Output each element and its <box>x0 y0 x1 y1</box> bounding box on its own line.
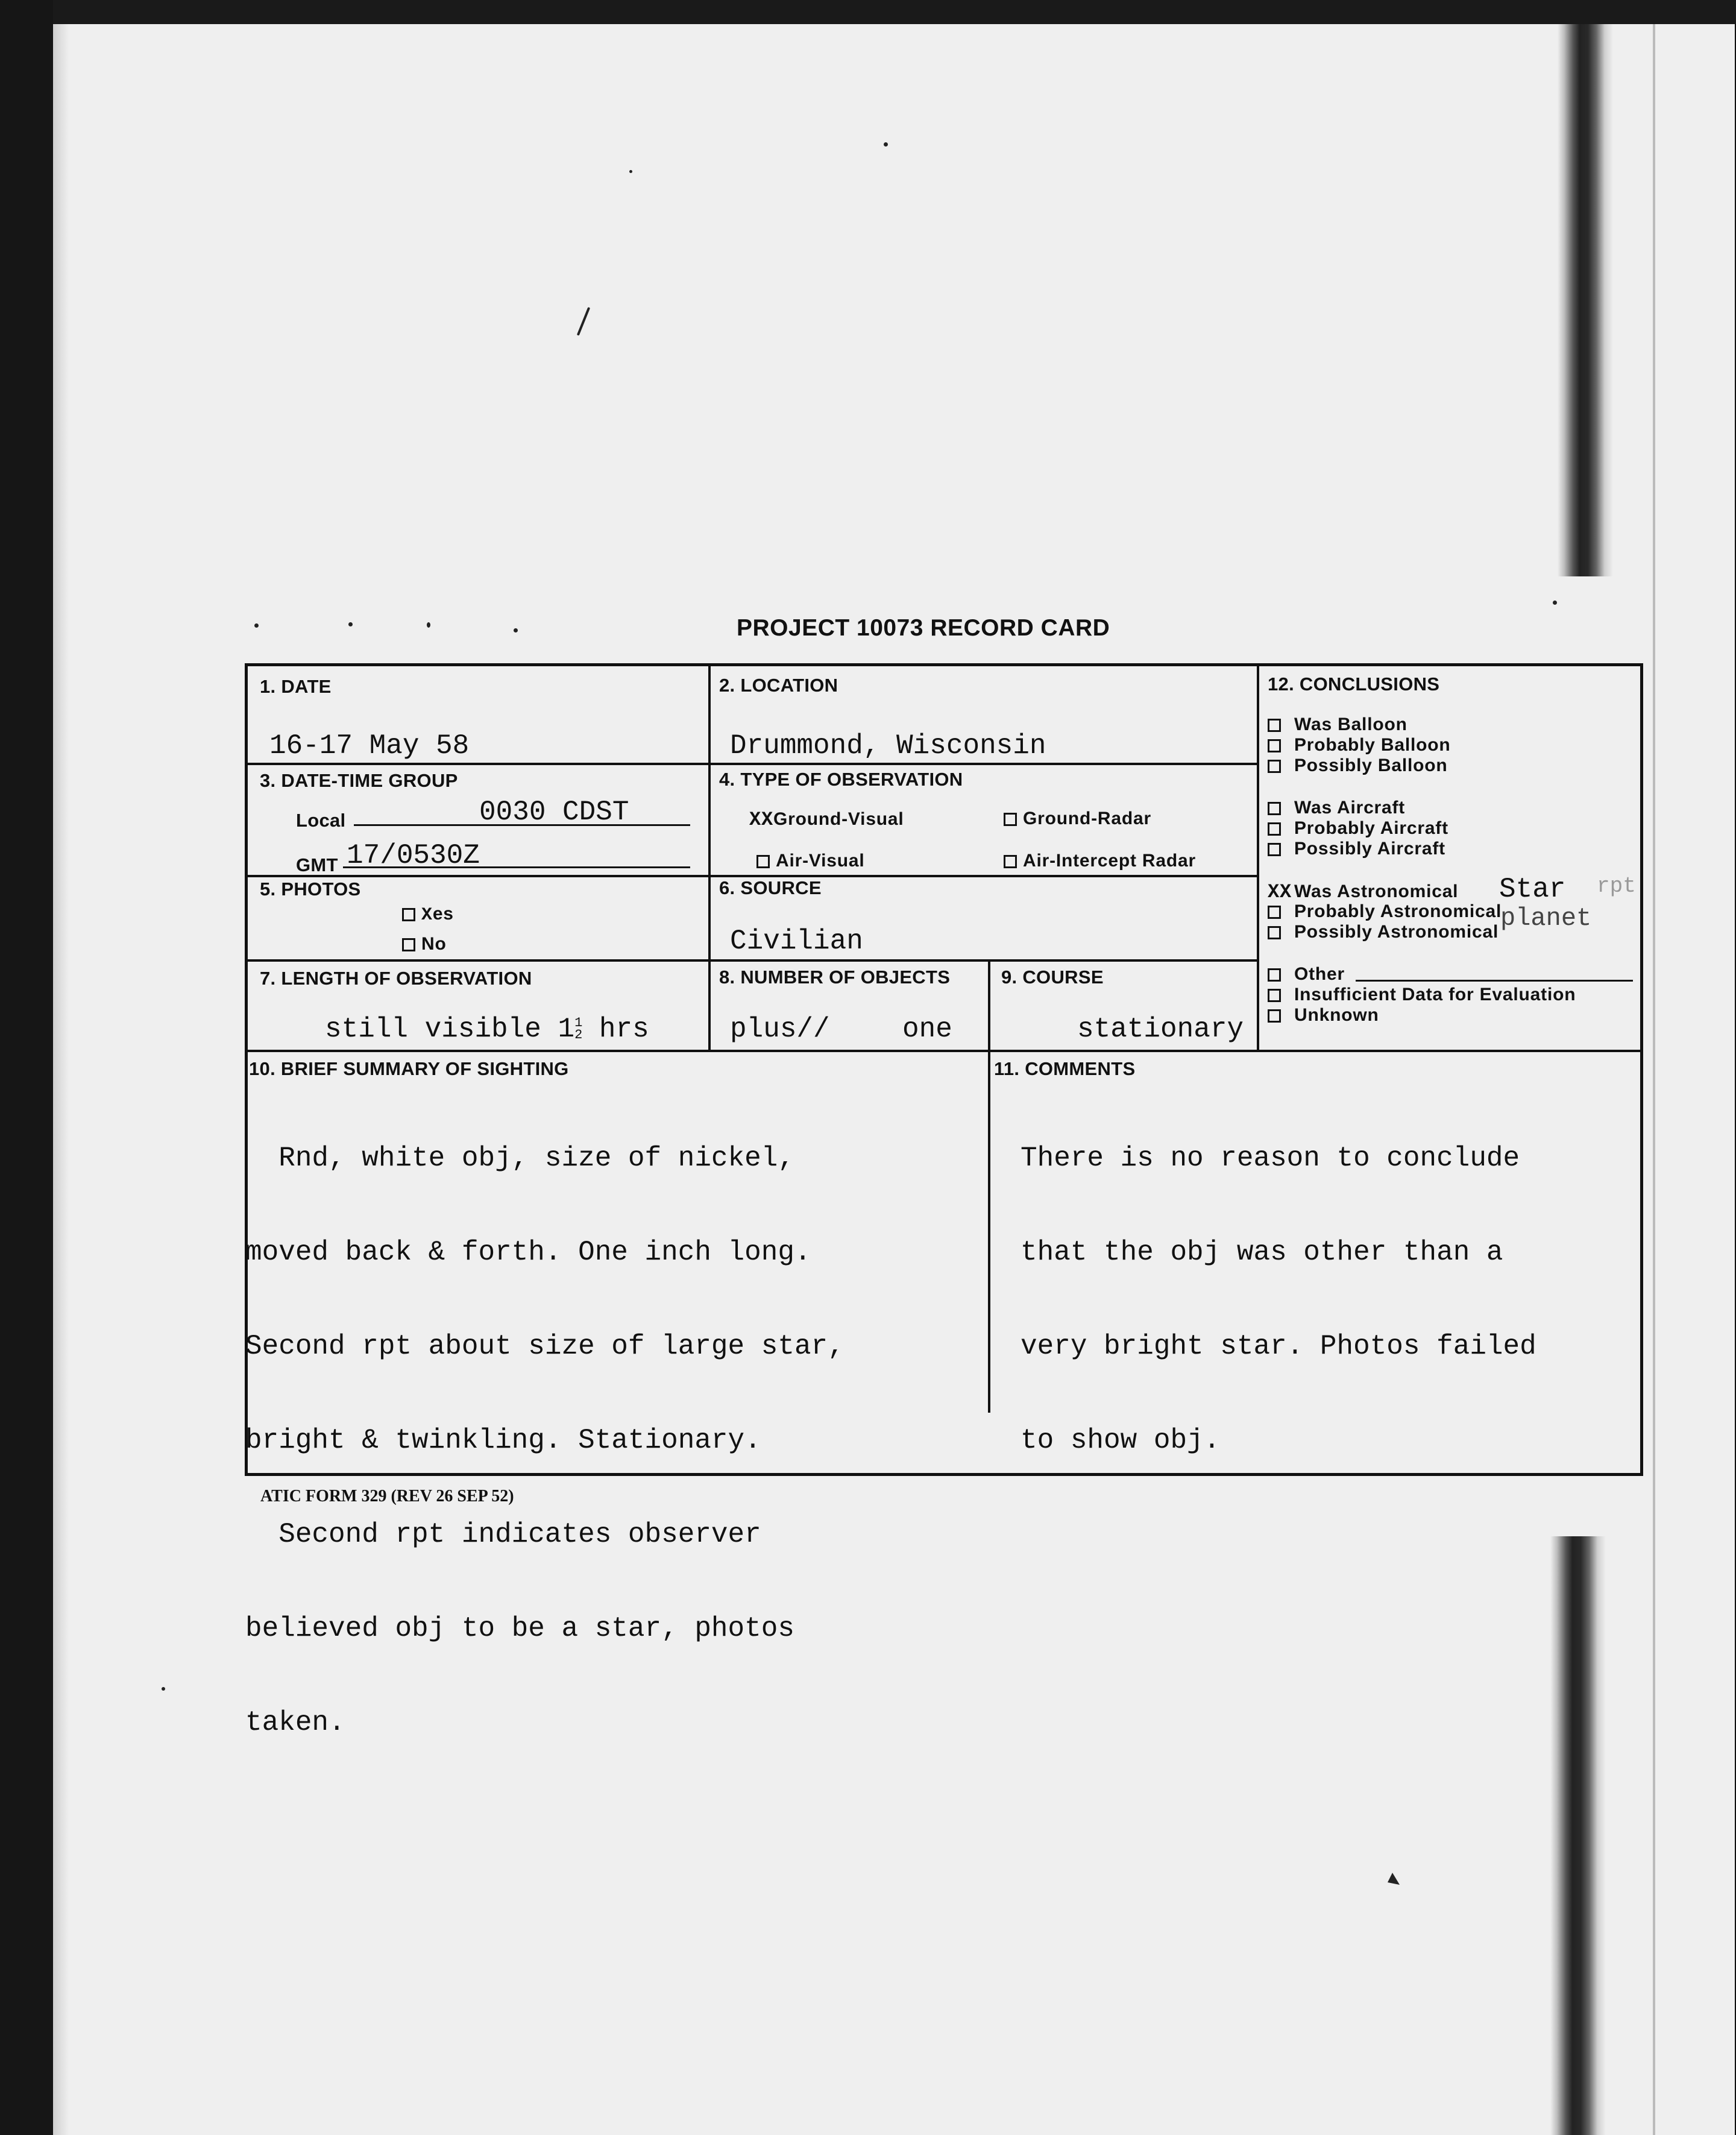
unknown-label: Unknown <box>1294 1005 1379 1025</box>
comments-line: very bright star. Photos failed <box>1021 1331 1536 1362</box>
number-of-objects-value-left: plus// <box>730 1014 830 1045</box>
air-visual-option <box>756 851 865 871</box>
col-divider <box>708 666 711 1050</box>
dust-speck <box>254 623 259 628</box>
gmt-value: 17/0530Z <box>347 840 480 871</box>
probably-astronomical-label: Probably Astronomical <box>1294 901 1502 921</box>
number-of-objects-value-right: one <box>902 1014 952 1045</box>
photos-no-checkbox <box>402 938 415 951</box>
air-visual-label: Air-Visual <box>776 851 865 871</box>
probably-balloon-checkbox <box>1268 739 1281 752</box>
probably-aircraft-label: Probably Aircraft <box>1294 818 1448 838</box>
was-balloon-checkbox <box>1268 719 1281 732</box>
was-aircraft-label: Was Aircraft <box>1294 798 1406 818</box>
dust-speck <box>514 628 518 632</box>
row-divider <box>248 763 1257 765</box>
length-of-observation-label: 7. LENGTH OF OBSERVATION <box>260 968 532 989</box>
photos-yes-checkmark: X <box>421 905 433 926</box>
air-intercept-radar-option <box>1004 851 1196 871</box>
summary-line: moved back & forth. One inch long. <box>245 1237 811 1268</box>
col-divider <box>988 959 990 1413</box>
probably-aircraft-checkbox <box>1268 822 1281 836</box>
conclusion-probably-aircraft <box>1268 818 1448 839</box>
conclusion-was-astronomical <box>1268 881 1458 903</box>
air-intercept-radar-checkbox <box>1004 855 1017 868</box>
possibly-aircraft-checkbox <box>1268 843 1281 856</box>
conclusions-label: 12. CONCLUSIONS <box>1268 673 1440 695</box>
other-label: Other <box>1294 964 1345 984</box>
photos-label: 5. PHOTOS <box>260 878 361 900</box>
possibly-astronomical-label: Possibly Astronomical <box>1294 922 1499 942</box>
possibly-aircraft-label: Possibly Aircraft <box>1294 839 1445 859</box>
ground-visual-option <box>749 809 904 831</box>
length-of-observation-value <box>325 1014 649 1045</box>
dust-speck <box>629 170 632 173</box>
dust-speck <box>162 1687 165 1691</box>
unknown-checkbox <box>1268 1009 1281 1023</box>
conclusion-possibly-balloon <box>1268 755 1448 776</box>
length-value-unit: hrs <box>582 1014 649 1045</box>
probably-astronomical-checkbox <box>1268 906 1281 919</box>
summary-line: taken. <box>245 1707 345 1738</box>
air-intercept-radar-label: Air-Intercept Radar <box>1023 851 1196 871</box>
fraction-numerator: 1 <box>574 1015 583 1030</box>
conclusion-possibly-astronomical <box>1268 922 1499 942</box>
summary-line: Second rpt indicates observer <box>245 1519 761 1550</box>
ground-visual-label: Ground-Visual <box>773 809 904 829</box>
conclusion-unknown <box>1268 1005 1379 1026</box>
conclusion-probably-astronomical <box>1268 901 1502 922</box>
card-title: PROJECT 10073 RECORD CARD <box>737 615 1110 641</box>
date-label: 1. DATE <box>260 676 332 697</box>
photos-yes-option <box>402 904 454 926</box>
conclusion-probably-balloon <box>1268 735 1451 755</box>
film-edge-lower <box>1550 1536 1606 2135</box>
probably-balloon-label: Probably Balloon <box>1294 735 1451 755</box>
photos-yes-label: es <box>432 904 454 924</box>
was-aircraft-checkbox <box>1268 802 1281 815</box>
comments-line: that the obj was other than a <box>1021 1237 1503 1268</box>
page-edge-shadow <box>53 24 69 2135</box>
possibly-balloon-checkbox <box>1268 760 1281 773</box>
length-fraction <box>574 1017 582 1041</box>
ground-radar-option <box>1004 809 1151 829</box>
comments-line: There is no reason to conclude <box>1021 1143 1520 1174</box>
astronomical-annotation-rpt: rpt <box>1597 874 1636 898</box>
conclusion-other <box>1268 964 1345 985</box>
comments-line: to show obj. <box>1021 1425 1221 1456</box>
course-value: stationary <box>1077 1014 1244 1045</box>
number-of-objects-label: 8. NUMBER OF OBJECTS <box>719 967 951 988</box>
comments-text <box>1021 1080 1536 1519</box>
conclusion-was-aircraft <box>1268 798 1405 818</box>
course-label: 9. COURSE <box>1001 967 1104 988</box>
location-value: Drummond, Wisconsin <box>730 730 1046 762</box>
dust-speck <box>427 622 430 628</box>
insufficient-data-checkbox <box>1268 989 1281 1002</box>
location-label: 2. LOCATION <box>719 675 838 696</box>
was-astronomical-checkmark: XX <box>1268 881 1292 903</box>
was-balloon-label: Was Balloon <box>1294 714 1407 734</box>
conclusion-possibly-aircraft <box>1268 839 1445 859</box>
dust-speck <box>348 622 353 626</box>
summary-line: Second rpt about size of large star, <box>245 1331 844 1362</box>
fraction-denominator: 2 <box>574 1027 583 1042</box>
astronomical-annotation-planet: planet <box>1500 904 1592 933</box>
source-value: Civilian <box>730 926 863 957</box>
conclusion-insufficient-data <box>1268 985 1576 1005</box>
summary-line: bright & twinkling. Stationary. <box>245 1425 761 1456</box>
possibly-balloon-label: Possibly Balloon <box>1294 755 1448 775</box>
date-time-group-label: 3. DATE-TIME GROUP <box>260 770 458 791</box>
gmt-label: GMT <box>296 854 338 875</box>
scan-left-border <box>0 0 53 2135</box>
other-underline <box>1356 980 1633 982</box>
other-checkbox <box>1268 968 1281 982</box>
source-label: 6. SOURCE <box>719 877 822 898</box>
form-identifier: ATIC FORM 329 (REV 26 SEP 52) <box>260 1487 514 1506</box>
photos-yes-checkbox <box>402 908 415 921</box>
dust-speck <box>1553 601 1557 605</box>
row-divider <box>248 1050 1640 1052</box>
date-value: 16-17 May 58 <box>269 730 470 762</box>
type-of-observation-label: 4. TYPE OF OBSERVATION <box>719 769 963 790</box>
film-edge-upper <box>1558 24 1613 576</box>
insufficient-data-label: Insufficient Data for Evaluation <box>1294 985 1576 1004</box>
air-visual-checkbox <box>756 855 770 868</box>
conclusion-was-balloon <box>1268 714 1407 735</box>
dust-speck <box>884 142 888 147</box>
summary-label: 10. BRIEF SUMMARY OF SIGHTING <box>249 1058 569 1079</box>
page-edge-line <box>1653 24 1655 2135</box>
photos-no-label: No <box>421 934 447 954</box>
length-value-text: still visible 1 <box>325 1014 575 1045</box>
row-divider <box>248 959 1257 962</box>
local-time-value: 0030 CDST <box>479 796 629 828</box>
photos-no-option <box>402 934 447 954</box>
astronomical-annotation-star: Star <box>1499 874 1566 905</box>
summary-line: Rnd, white obj, size of nickel, <box>245 1143 794 1174</box>
summary-line: believed obj to be a star, photos <box>245 1613 794 1644</box>
ground-radar-checkbox <box>1004 813 1017 826</box>
summary-text <box>245 1080 844 1801</box>
was-astronomical-label: Was Astronomical <box>1294 881 1459 901</box>
col-divider <box>1257 666 1259 1050</box>
ground-visual-checkmark: XX <box>749 809 774 831</box>
scan-top-border <box>0 0 1736 24</box>
local-time-label: Local <box>296 810 346 831</box>
possibly-astronomical-checkbox <box>1268 926 1281 939</box>
ground-radar-label: Ground-Radar <box>1023 809 1151 828</box>
comments-label: 11. COMMENTS <box>994 1058 1136 1079</box>
